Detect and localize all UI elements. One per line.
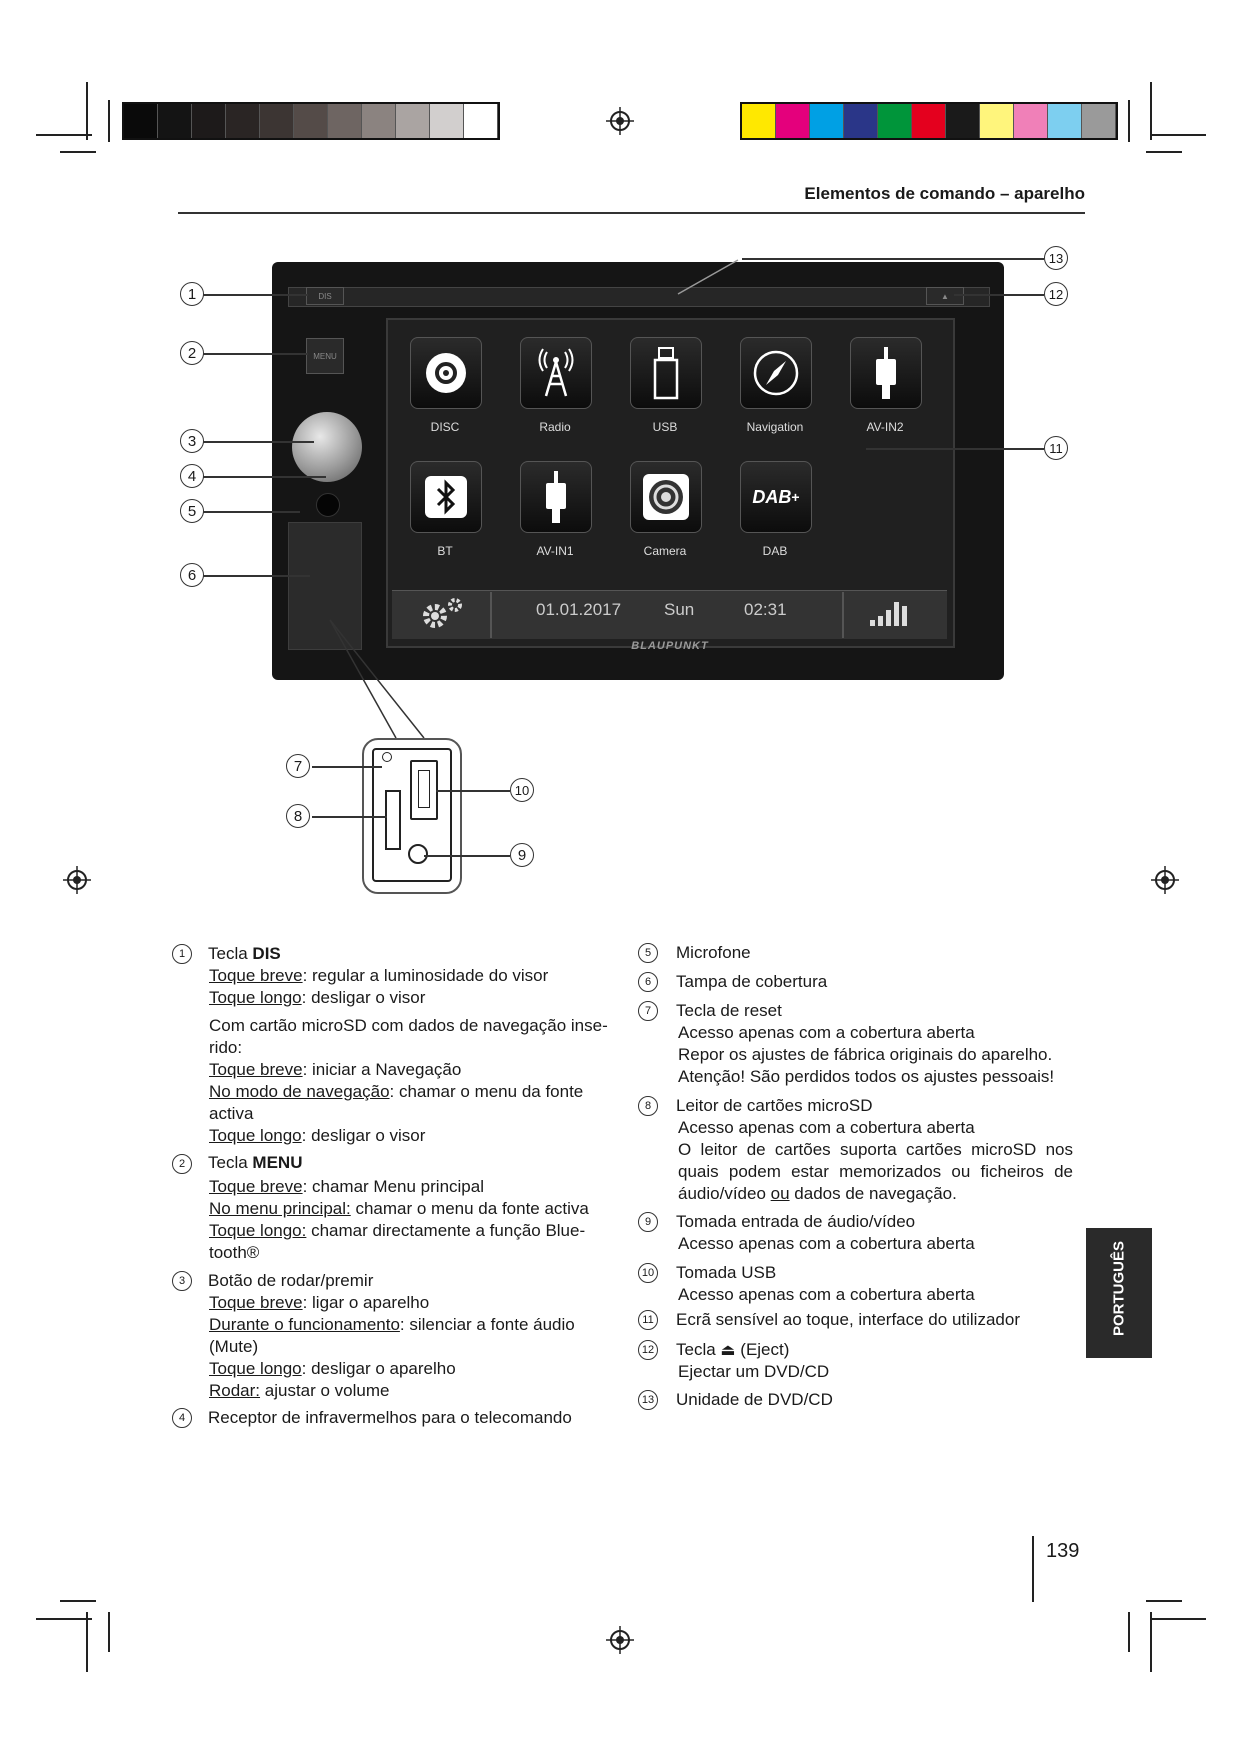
app-label: DISC [430, 420, 460, 434]
item-number: 3 [172, 1271, 192, 1291]
item-number: 7 [638, 1001, 658, 1021]
page-title: Elementos de comando – aparelho [804, 184, 1085, 203]
color-swatch [742, 104, 776, 138]
status-divider [490, 592, 492, 638]
status-date: 01.01.2017 [536, 600, 622, 619]
callout-9: 9 [510, 843, 534, 867]
app-label: AV-IN2 [866, 420, 904, 434]
av-plug-icon [541, 469, 571, 525]
color-swatch [328, 104, 362, 138]
callout-10: 10 [510, 778, 534, 802]
item-number: 4 [172, 1408, 192, 1428]
color-swatch [124, 104, 158, 138]
item-number: 5 [638, 943, 658, 963]
item-title: Tomada entrada de áudio/vídeo [676, 1212, 916, 1231]
usb-port [410, 760, 438, 820]
callout-5: 5 [180, 499, 204, 523]
app-label: BT [437, 544, 453, 558]
av-jack [408, 844, 428, 864]
callout-11: 11 [1044, 436, 1068, 460]
app-label: Radio [539, 420, 571, 434]
item-title: Tecla de reset [676, 1001, 782, 1020]
color-swatch [430, 104, 464, 138]
gray-color-bar [122, 102, 500, 140]
color-swatch [260, 104, 294, 138]
color-swatch [810, 104, 844, 138]
color-swatch [946, 104, 980, 138]
disc-tile [410, 337, 482, 409]
callout-3: 3 [180, 429, 204, 453]
color-swatch [192, 104, 226, 138]
reset-hole [382, 752, 392, 762]
color-swatch [1048, 104, 1082, 138]
av-plug-icon [871, 345, 901, 401]
color-swatch [1082, 104, 1116, 138]
camera-tile [630, 461, 702, 533]
rotary-knob [292, 412, 362, 482]
av-in1-tile [520, 461, 592, 533]
navigation-tile [740, 337, 812, 409]
color-swatch [912, 104, 946, 138]
av-in2-tile [850, 337, 922, 409]
item-title: Tecla ⏏ (Eject) [676, 1340, 790, 1359]
color-swatch [396, 104, 430, 138]
color-swatch [464, 104, 498, 138]
callout-2: 2 [180, 341, 204, 365]
status-time: 02:31 [744, 600, 787, 619]
item-title: Unidade de DVD/CD [676, 1390, 833, 1409]
callout-1: 1 [180, 282, 204, 306]
language-tab: PORTUGUÊS [1086, 1228, 1152, 1358]
process-color-bar [740, 102, 1118, 140]
bt-tile [410, 461, 482, 533]
color-swatch [1014, 104, 1048, 138]
color-swatch [294, 104, 328, 138]
callout-6: 6 [180, 563, 204, 587]
callout-13: 13 [1044, 246, 1068, 270]
app-label: DAB [762, 544, 788, 558]
eject-icon: ⏏ [720, 1342, 736, 1359]
item-title: Tecla MENU [208, 1153, 303, 1172]
item-title: Tomada USB [676, 1263, 777, 1282]
microsd-slot [385, 790, 401, 850]
status-divider [842, 592, 844, 638]
color-swatch [980, 104, 1014, 138]
callout-8: 8 [286, 804, 310, 828]
eject-button: ▲ [926, 287, 964, 305]
disc-icon [423, 350, 469, 396]
usb-stick-icon [651, 346, 681, 400]
callout-12: 12 [1044, 282, 1068, 306]
dvd-slot [288, 287, 990, 307]
dab-tile: DAB + [740, 461, 812, 533]
item-number: 12 [638, 1340, 658, 1360]
menu-button: MENU [306, 338, 344, 374]
radio-tile [520, 337, 592, 409]
dab-icon: DAB [752, 486, 792, 507]
disc-slot-line [676, 258, 766, 298]
item-number: 6 [638, 972, 658, 992]
item-title: Leitor de cartões microSD [676, 1096, 873, 1115]
brand-logo: BLAUPUNKT [631, 640, 709, 652]
color-swatch [362, 104, 396, 138]
item-title: Botão de rodar/premir [208, 1271, 374, 1290]
app-label: AV-IN1 [536, 544, 574, 558]
item-number: 2 [172, 1154, 192, 1174]
color-swatch [878, 104, 912, 138]
app-label: Navigation [746, 420, 804, 434]
item-title: Receptor de infravermelhos para o telecomando [208, 1408, 572, 1427]
item-number: 11 [638, 1310, 658, 1330]
item-number: 8 [638, 1096, 658, 1116]
callout-4: 4 [180, 464, 204, 488]
color-swatch [158, 104, 192, 138]
registration-mark-icon [606, 1626, 634, 1654]
color-swatch [226, 104, 260, 138]
header-rule [178, 212, 1085, 214]
compass-icon [752, 349, 800, 397]
callout-7: 7 [286, 754, 310, 778]
page-number-rule [1032, 1536, 1034, 1602]
usb-tile [630, 337, 702, 409]
ir-receiver [316, 493, 340, 517]
item-number: 1 [172, 944, 192, 964]
page-number: 139 [1046, 1540, 1080, 1562]
radio-tower-icon [533, 348, 579, 398]
item-title: Microfone [676, 943, 751, 962]
item-number: 9 [638, 1212, 658, 1232]
registration-mark-icon [63, 866, 91, 894]
item-number: 13 [638, 1390, 658, 1410]
item-number: 10 [638, 1263, 658, 1283]
color-swatch [776, 104, 810, 138]
equalizer-icon [868, 598, 914, 628]
color-swatch [844, 104, 878, 138]
item-title: Tampa de cobertura [676, 972, 828, 991]
item-title: Tecla DIS [208, 944, 281, 963]
app-label: Camera [643, 544, 687, 558]
camera-icon [641, 472, 691, 522]
status-day: Sun [664, 600, 695, 619]
item-title: Ecrã sensível ao toque, interface do utilizador [676, 1310, 1020, 1329]
dis-button: DIS [306, 287, 344, 305]
registration-mark-icon [1151, 866, 1179, 894]
app-label: USB [652, 420, 678, 434]
registration-mark-icon [606, 107, 634, 135]
bluetooth-icon [423, 474, 469, 520]
